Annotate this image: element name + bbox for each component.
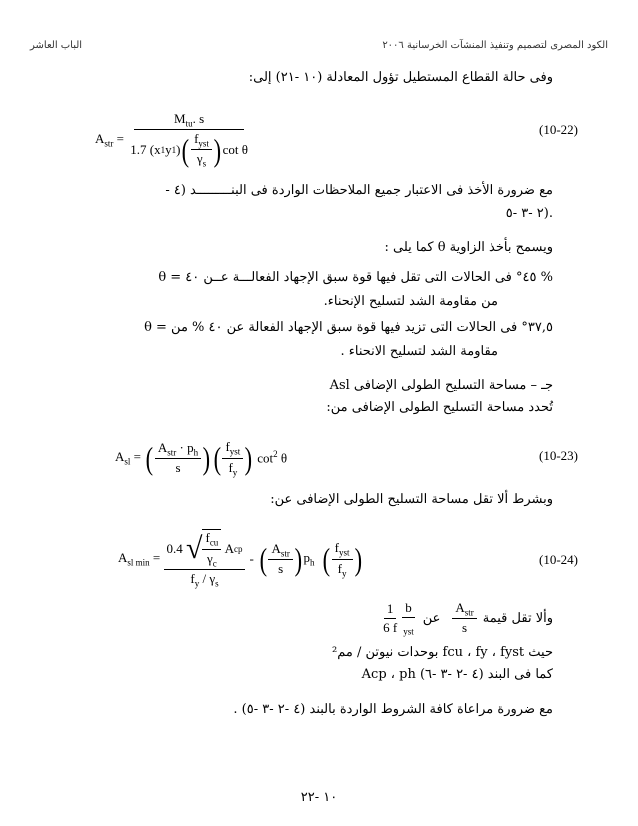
eq22-denominator: 1.7 (x 1 y 1 ) ( $\frac{f_{yst}}{\gamma_s}$ ) cot θ <box>127 130 251 169</box>
theta-case-1-line-1: θ = ٤٥° فى الحالات التى تقل فيها قوة سبق الإجهاد الفعالـــة عــن ٤٠ % <box>158 270 553 285</box>
where-references: Acp ، ph كما فى البند (٤ -٢ -٣ -٦) <box>361 667 553 682</box>
section-title: جـ – مساحة التسليح الطولى الإضافى Asl <box>329 378 553 393</box>
eq24-minus: - <box>249 551 254 566</box>
equation-10-24 <box>118 518 363 600</box>
eq22-numerator: $M_{tu}$. s <box>134 111 244 130</box>
theta-case-1-line-2: من مقاومة الشد لتسليح الإنحناء. <box>323 294 498 309</box>
eq24-main-fraction: 0.4 √ $\frac{f_{cu}}{\gamma_c}$ A cp $f_y / \gamma_s$ <box>164 529 246 589</box>
min-value: $\frac{1}{6 f}$ $\frac{b}{_{yst}}$ <box>383 599 414 637</box>
eq22-lhs: $A_{str}$ = <box>95 131 124 149</box>
eq23-cot: $\cot^2 \theta$ <box>257 449 288 466</box>
final-note: مع ضرورة مراعاة كافة الشروط الواردة بالبند (٤ -٢ -٣ -٥) . <box>233 702 553 717</box>
min-condition-than: عن <box>422 610 441 626</box>
eq22-number: (10-22) <box>539 122 578 137</box>
eq23-number: (10-23) <box>539 448 578 463</box>
header-code-title: الكود المصرى لتصميم وتنفيذ المنشآت الخرسانية ٢٠٠٦ <box>382 40 608 51</box>
eq24-number: (10-24) <box>539 552 578 567</box>
where-units: حيث fcu ، fy ، fyst بوحدات نيوتن / مم² <box>331 645 553 660</box>
theta-case-2-line-2: مقاومة الشد لتسليح الانحناء . <box>340 344 498 359</box>
theta-intro: ويسمح بأخذ الزاوية θ كما يلى : <box>384 240 553 255</box>
equation-10-22 <box>95 100 251 180</box>
eq24-lhs: $A_{sl min}$ = <box>118 550 161 568</box>
min-condition <box>380 598 553 638</box>
theta-case-2-line-1: θ = ٣٧,٥° فى الحالات التى تزيد فيها قوة سبق الإجهاد الفعالة عن ٤٠ % من <box>144 320 553 335</box>
eq23-second-group: ( $\frac{f_{yst}}{f_y}$ ) <box>212 439 254 477</box>
eq24-ph: $p_h$ <box>303 550 315 568</box>
min-astr-fraction: $\frac{A_{str}}{s}$ <box>452 600 476 637</box>
eq24-astr-group: ( $\frac{A_{str}}{s}$ ) <box>258 541 304 578</box>
section-subtitle: تُحدد مساحة التسليح الطولى الإضافى من: <box>326 400 553 415</box>
header-chapter: الباب العاشر <box>30 40 83 51</box>
eq23-first-group: ( $\frac{A_{str} \cdot p_h}{s}$ ) <box>144 440 212 477</box>
equation-10-23 <box>115 428 287 488</box>
page-number: ١٠ -٢٢ <box>300 790 338 805</box>
eq24-steel-ratio-group: ( $\frac{f_{yst}}{f_y}$ ) <box>321 540 363 578</box>
note-1-line-1: مع ضرورة الأخذ فى الاعتبار جميع الملاحظات الواردة فى البنـــــــــد (٤ - <box>165 183 553 198</box>
intro-text: وفى حالة القطاع المستطيل تؤول المعادلة (١٠ -٢١) إلى: <box>248 70 553 85</box>
eq23-lhs: $A_{sl}$ = <box>115 449 141 467</box>
min-condition-text: وألا تقل قيمة <box>482 610 553 626</box>
note-1-line-2: ٢ -٣ -٥). <box>505 206 553 221</box>
eq22-fraction <box>127 111 251 169</box>
condition-intro: وبشرط ألا تقل مساحة التسليح الطولى الإضافى عن: <box>270 492 553 507</box>
